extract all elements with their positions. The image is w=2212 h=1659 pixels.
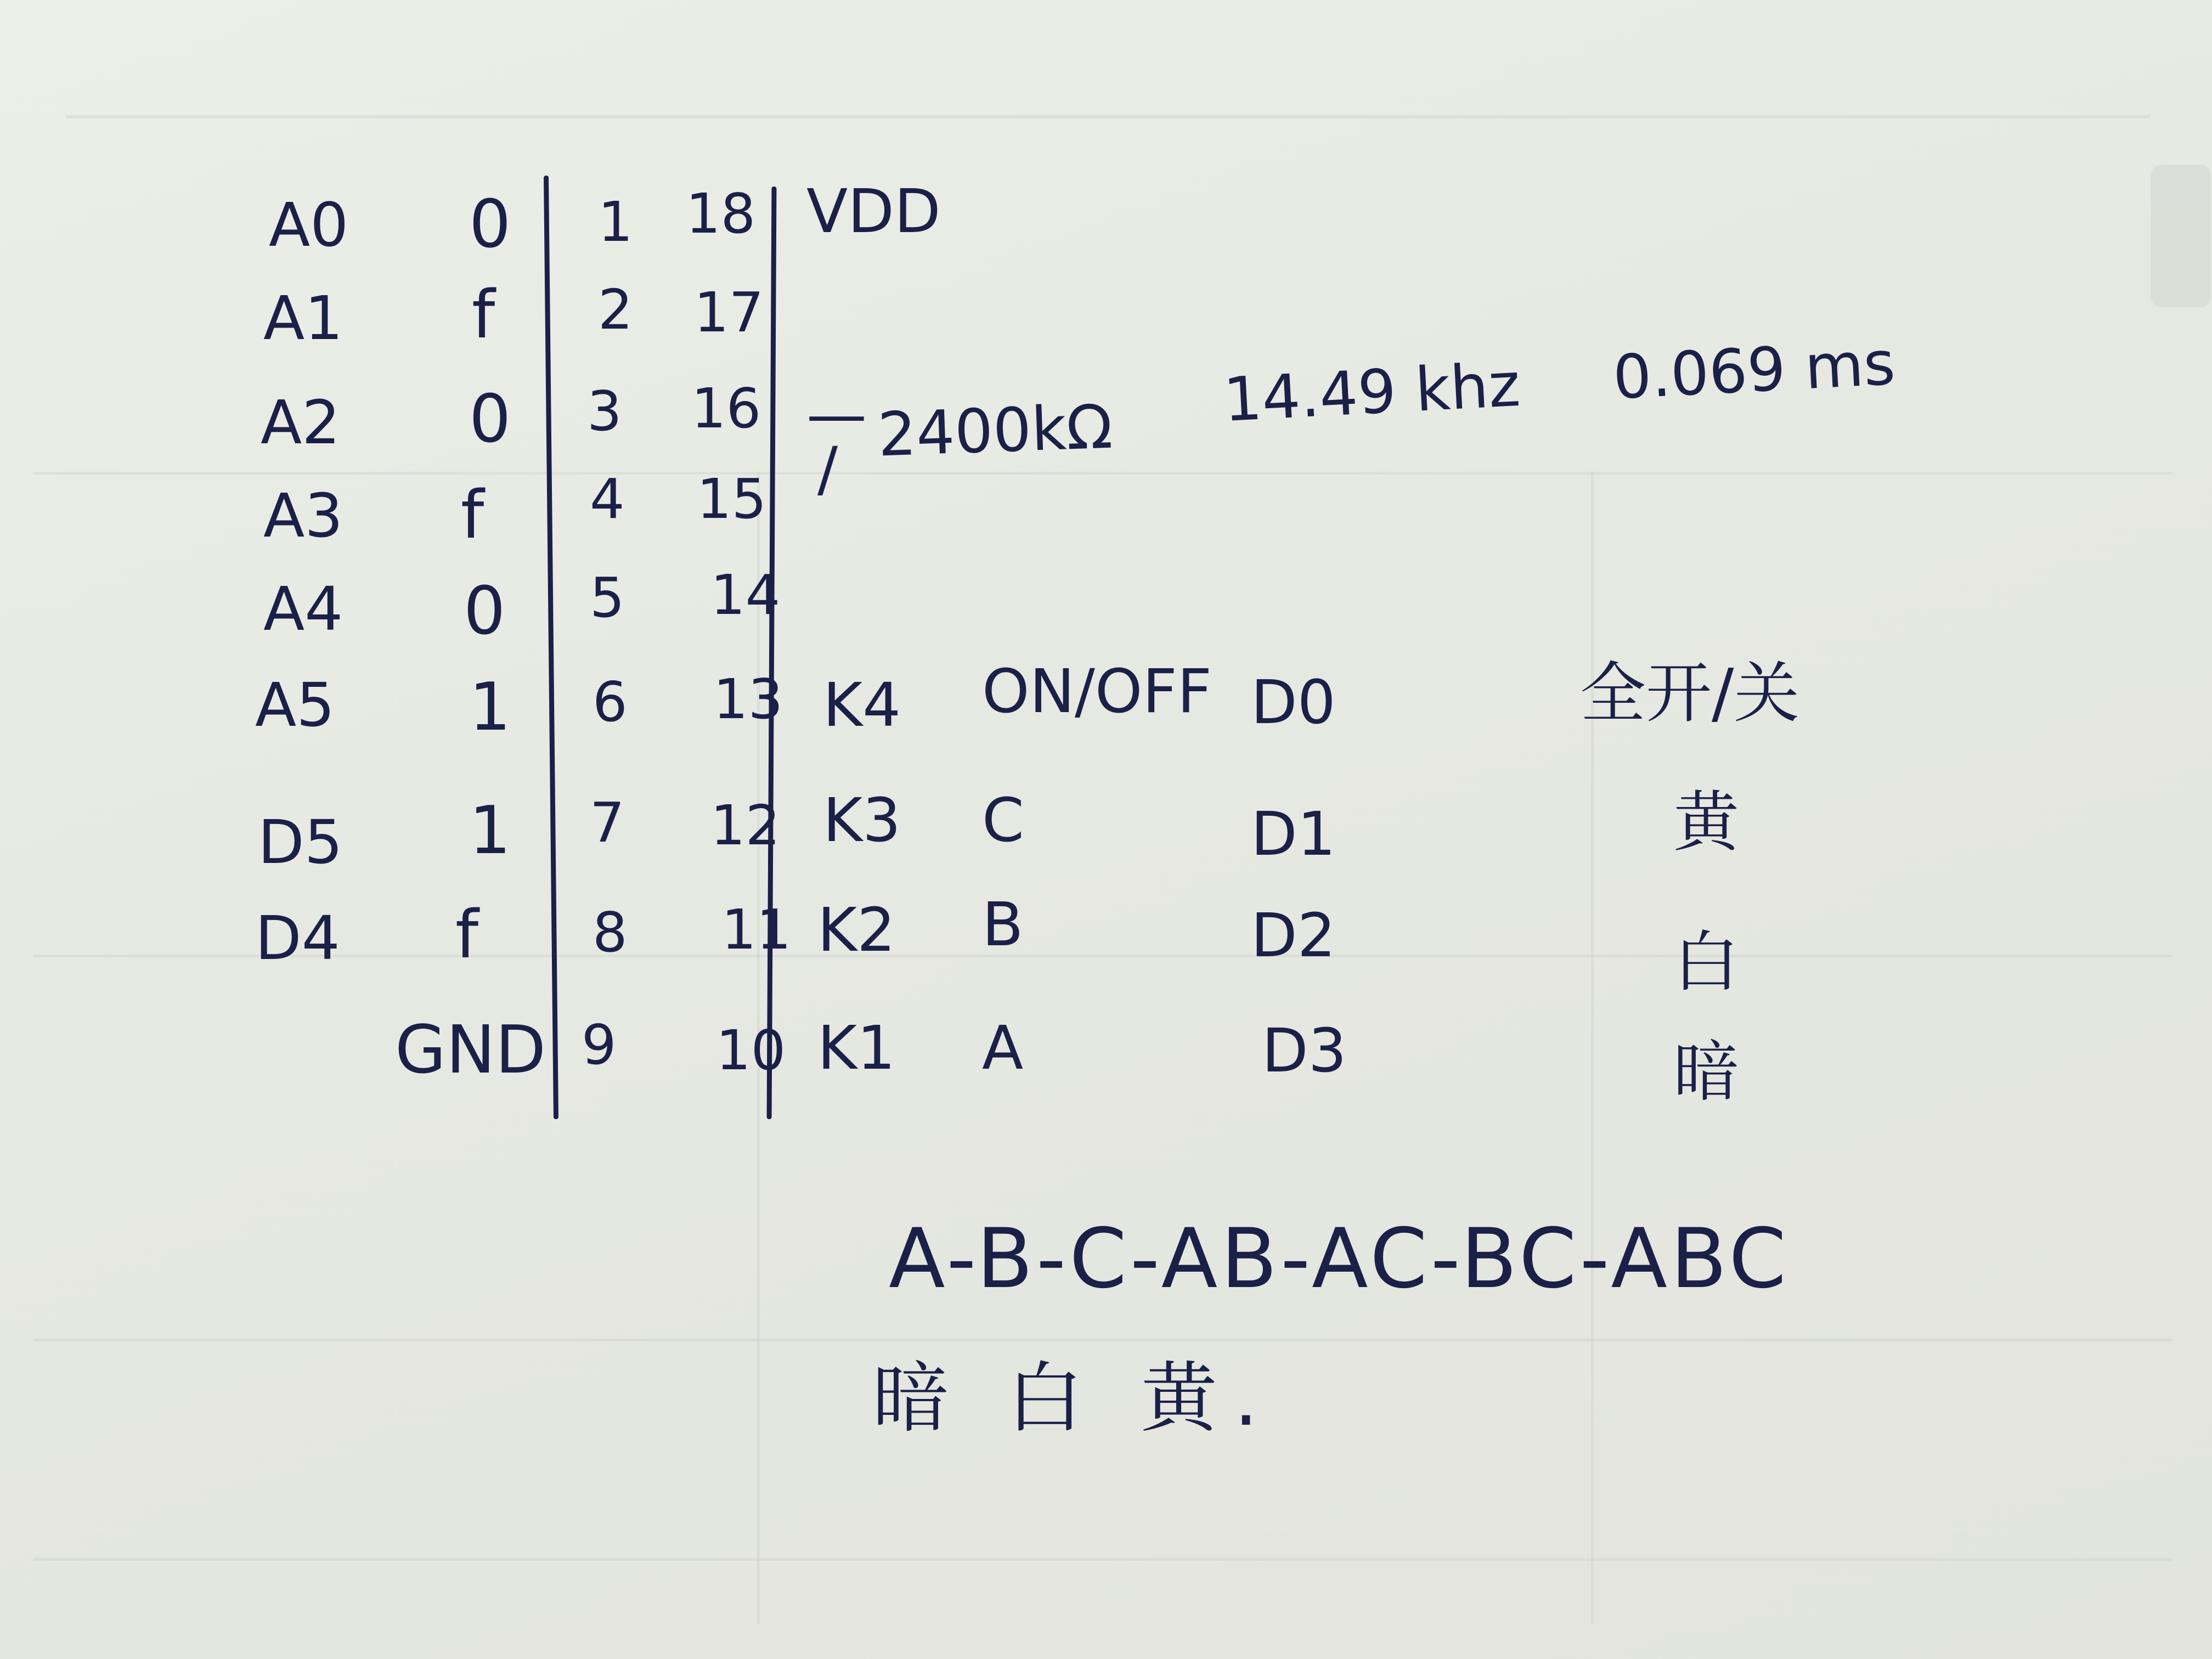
- signal-label: A4: [263, 574, 343, 644]
- signal-value: f: [472, 277, 495, 353]
- vdd-label: VDD: [806, 176, 941, 246]
- bleed-through-line: [33, 1558, 2172, 1561]
- signal-label: A2: [261, 387, 341, 458]
- chip-left-edge: [544, 176, 558, 1119]
- key-function: A: [982, 1013, 1024, 1083]
- sequence-colors: 暗 白 黄.: [872, 1354, 1275, 1443]
- output-meaning: 白: [1673, 924, 1739, 1001]
- pin-number-left: 7: [590, 791, 625, 855]
- resistor-value: 2400kΩ: [876, 391, 1114, 470]
- signal-value: 1: [469, 793, 511, 869]
- mode-sequence: A-B-C-AB-AC-BC-ABC: [889, 1211, 1790, 1307]
- output-label: D0: [1251, 667, 1336, 737]
- signal-label: A0: [269, 190, 349, 260]
- output-meaning: 暗: [1673, 1034, 1739, 1110]
- period-value: 0.069 ms: [1611, 328, 1897, 413]
- resistor-slash: /: [817, 434, 838, 504]
- signal-value: f: [455, 897, 479, 973]
- pin-number-left: 2: [598, 278, 633, 342]
- pin-number-left: 8: [592, 900, 628, 964]
- bleed-through-line: [33, 1339, 2172, 1341]
- pin-number-right: 10: [716, 1018, 786, 1082]
- key-function: C: [982, 785, 1024, 855]
- pin-number-right: 14: [710, 563, 781, 627]
- signal-label: A3: [263, 481, 343, 551]
- pin-number-left: 4: [590, 467, 625, 531]
- key-label: K1: [817, 1013, 896, 1083]
- signal-value: 0: [469, 187, 511, 263]
- ground-label: GND: [395, 1012, 546, 1088]
- pin-number-right: 12: [710, 793, 781, 857]
- signal-value: 0: [469, 381, 511, 458]
- key-label: K2: [817, 895, 896, 965]
- pin-number-right: 15: [697, 467, 767, 531]
- pin-number-left: 6: [592, 670, 628, 734]
- signal-label: A1: [263, 283, 343, 353]
- bleed-through-line: [1591, 472, 1594, 1624]
- bleed-through-line: [33, 955, 2172, 957]
- bleed-through-line: [66, 115, 2151, 119]
- signal-value: f: [461, 477, 484, 554]
- pin-number-right: 13: [713, 667, 783, 731]
- chip-right-edge: [767, 187, 777, 1119]
- key-label: K4: [823, 670, 901, 740]
- pin-number-left: 1: [598, 190, 633, 254]
- pin-number-left: 9: [582, 1013, 617, 1077]
- pin-number-left: 5: [590, 566, 625, 630]
- output-label: D3: [1262, 1015, 1347, 1086]
- bleed-through-line: [33, 472, 2172, 475]
- resistor-dash: —: [806, 379, 867, 449]
- pin-number-right: 11: [721, 898, 792, 962]
- key-function: ON/OFF: [982, 656, 1212, 726]
- bleed-through-block: [2151, 165, 2211, 307]
- output-label: D1: [1251, 799, 1336, 869]
- signal-label: A5: [255, 670, 335, 740]
- signal-label: D5: [258, 807, 343, 877]
- frequency-value: 14.49 khz: [1222, 349, 1522, 436]
- signal-label: D4: [255, 903, 340, 973]
- signal-value: 1: [469, 669, 511, 746]
- pin-number-right: 18: [686, 182, 756, 246]
- pin-number-right: 16: [691, 376, 761, 441]
- key-function: B: [982, 889, 1024, 960]
- pin-number-left: 3: [587, 379, 622, 443]
- signal-value: 0: [464, 573, 506, 650]
- output-meaning: 黄: [1673, 785, 1739, 861]
- output-label: D2: [1251, 900, 1336, 970]
- output-meaning: 全开/关: [1580, 656, 1800, 732]
- pin-number-right: 17: [694, 280, 764, 345]
- key-label: K3: [823, 785, 901, 855]
